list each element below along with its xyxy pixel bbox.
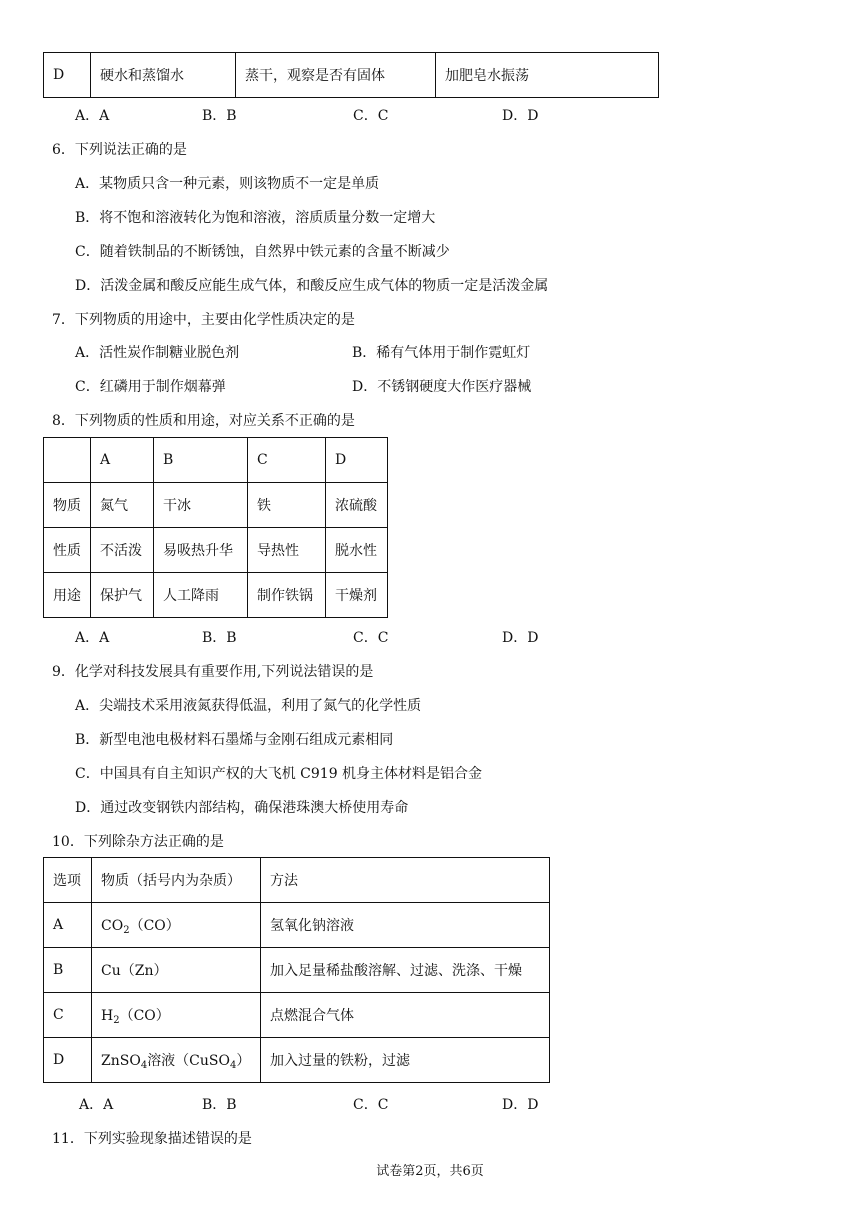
- q9-option-d: D．通过改变钢铁内部结构，确保港珠澳大桥使用寿命: [75, 800, 409, 816]
- table-cell: [92, 903, 261, 948]
- option-c: C．C: [353, 1097, 389, 1113]
- table-cell: 干燥剂: [326, 573, 388, 618]
- table-cell: A: [91, 438, 154, 483]
- table-cell: 加入过量的铁粉，过滤: [261, 1038, 550, 1083]
- formula: ）: [236, 1053, 251, 1069]
- table-cell: [92, 993, 261, 1038]
- q5-table-row-d: [43, 52, 659, 98]
- formula: Cu（Zn）: [101, 963, 168, 979]
- table-cell: 人工降雨: [154, 573, 248, 618]
- table-cell: 氮气: [91, 483, 154, 528]
- table-cell: 方法: [261, 858, 550, 903]
- option-d: D．D: [502, 630, 539, 646]
- table-cell: [92, 948, 261, 993]
- formula: H: [101, 1008, 114, 1024]
- table-cell: 物质: [44, 483, 91, 528]
- q7-option-b: B．稀有气体用于制作霓虹灯: [352, 345, 531, 361]
- option-b: B．B: [202, 1097, 237, 1113]
- table-cell: 物质（括号内为杂质）: [92, 858, 261, 903]
- q8-stem: 8．下列物质的性质和用途，对应关系不正确的是: [52, 413, 355, 429]
- option-a: A．A: [79, 1097, 114, 1113]
- table-row: [44, 993, 550, 1038]
- table-cell: D: [326, 438, 388, 483]
- q9-option-a: A．尖端技术采用液氮获得低温，利用了氮气的化学性质: [75, 698, 422, 714]
- formula: CO: [101, 918, 124, 934]
- q11-stem: 11．下列实验现象描述错误的是: [52, 1131, 252, 1147]
- option-a: A．A: [75, 108, 110, 124]
- subscript: 4: [229, 1060, 237, 1071]
- table-cell: A: [44, 903, 92, 948]
- table-row: [44, 948, 550, 993]
- table-row: [44, 528, 388, 573]
- table-cell: 加入足量稀盐酸溶解、过滤、洗涤、干燥: [261, 948, 550, 993]
- table-cell: 选项: [44, 858, 92, 903]
- table-cell: 用途: [44, 573, 91, 618]
- q10-stem: 10．下列除杂方法正确的是: [52, 834, 224, 850]
- q9-option-b: B．新型电池电极材料石墨烯与金刚石组成元素相同: [75, 732, 394, 748]
- table-cell: 性质: [44, 528, 91, 573]
- table-row: [44, 438, 388, 483]
- page-footer: 试卷第2页，共6页: [376, 1164, 484, 1179]
- option-c: C．C: [353, 108, 389, 124]
- q7-stem: 7．下列物质的用途中，主要由化学性质决定的是: [52, 312, 355, 328]
- table-cell: 氢氧化钠溶液: [261, 903, 550, 948]
- q6-option-a: A．某物质只含一种元素，则该物质不一定是单质: [75, 176, 380, 192]
- option-d: D．D: [502, 108, 539, 124]
- table-row: [44, 53, 659, 98]
- table-cell: 加肥皂水振荡: [436, 53, 659, 98]
- table-cell: 点燃混合气体: [261, 993, 550, 1038]
- q10-table: [43, 857, 550, 1083]
- option-a: A．A: [75, 630, 110, 646]
- q6-option-d: D．活泼金属和酸反应能生成气体，和酸反应生成气体的物质一定是活泼金属: [75, 278, 549, 294]
- q9-option-c: C．中国具有自主知识产权的大飞机 C919 机身主体材料是铝合金: [75, 766, 483, 782]
- option-c: C．C: [353, 630, 389, 646]
- q7-option-d: D．不锈钢硬度大作医疗器械: [352, 379, 532, 395]
- table-cell: 硬水和蒸馏水: [91, 53, 236, 98]
- table-cell: D: [44, 53, 91, 98]
- table-cell: 不活泼: [91, 528, 154, 573]
- q6-stem: 6．下列说法正确的是: [52, 142, 187, 158]
- q6-option-c: C．随着铁制品的不断锈蚀，自然界中铁元素的含量不断减少: [75, 244, 450, 260]
- q7-option-a: A．活性炭作制糖业脱色剂: [75, 345, 240, 361]
- table-cell: B: [154, 438, 248, 483]
- formula: 溶液（CuSO: [147, 1053, 230, 1069]
- table-cell: 导热性: [248, 528, 326, 573]
- table-cell: [44, 438, 91, 483]
- subscript: 4: [140, 1060, 148, 1071]
- table-cell: B: [44, 948, 92, 993]
- q8-table: [43, 437, 388, 618]
- table-cell: 蒸干，观察是否有固体: [236, 53, 436, 98]
- table-cell: C: [44, 993, 92, 1038]
- table-cell: 易吸热升华: [154, 528, 248, 573]
- table-row: [44, 483, 388, 528]
- option-b: B．B: [202, 630, 237, 646]
- table-cell: [92, 1038, 261, 1083]
- formula: ZnSO: [101, 1053, 141, 1069]
- table-row: [44, 858, 550, 903]
- table-cell: 铁: [248, 483, 326, 528]
- table-cell: 保护气: [91, 573, 154, 618]
- table-cell: C: [248, 438, 326, 483]
- q9-stem: 9．化学对科技发展具有重要作用,下列说法错误的是: [52, 664, 374, 680]
- subscript: 2: [123, 925, 130, 936]
- table-cell: 脱水性: [326, 528, 388, 573]
- table-row: [44, 1038, 550, 1083]
- subscript: 2: [113, 1015, 120, 1026]
- option-d: D．D: [502, 1097, 539, 1113]
- q7-option-c: C．红磷用于制作烟幕弹: [75, 379, 226, 395]
- formula: （CO）: [129, 918, 180, 934]
- q6-option-b: B．将不饱和溶液转化为饱和溶液，溶质质量分数一定增大: [75, 210, 436, 226]
- table-cell: 浓硫酸: [326, 483, 388, 528]
- table-row: [44, 903, 550, 948]
- option-b: B．B: [202, 108, 237, 124]
- table-cell: 制作铁锅: [248, 573, 326, 618]
- table-row: [44, 573, 388, 618]
- table-cell: 干冰: [154, 483, 248, 528]
- formula: （CO）: [119, 1008, 170, 1024]
- table-cell: D: [44, 1038, 92, 1083]
